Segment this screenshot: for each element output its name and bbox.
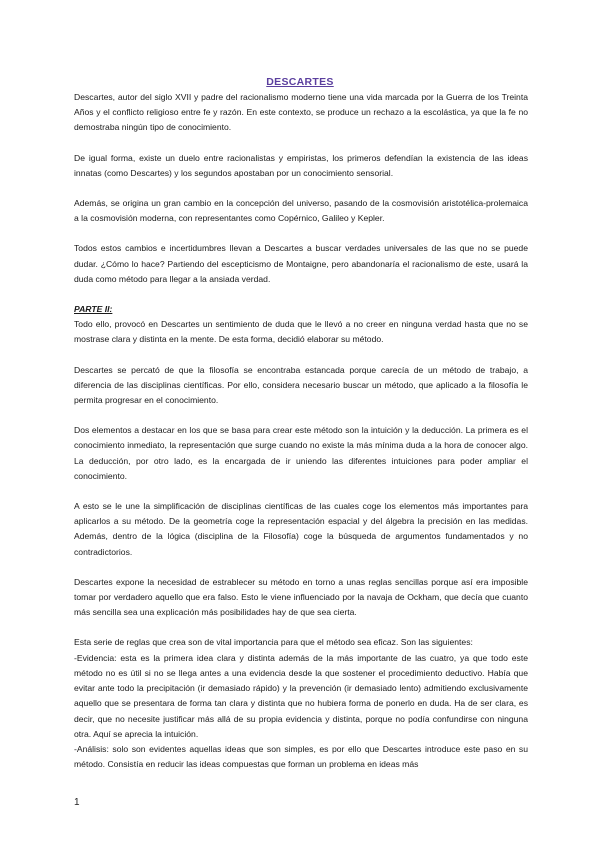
paragraph-1: Descartes, autor del siglo XVII y padre del racionalismo moderno tiene una vida marcada por la Guerra de los Treinta Años y el conflicto religioso entre fe y razón. En este contexto, se produce un rechazo a la escolástica, ya que la fe no demostraba ningún tipo de conocimiento. bbox=[74, 92, 528, 133]
paragraph-7: Dos elementos a destacar en los que se basa para crear este método son la intuición y la deducción. La primera es el conocimiento inmediato, la representación que surge cuando no existe la más mínima duda a la hora de conocer algo. La deducción, por otro lado, es la encargada de ir uniendo las diferentes intuiciones para poder ampliar el conocimiento. bbox=[74, 425, 528, 481]
paragraph-9: Descartes expone la necesidad de estrablecer su método en torno a unas reglas sencillas porque así era imposible tomar por verdadero aquello que era falso. Esto le viene influenciado por la navaja de Ockham, que decía que cuanto más sencilla sea una explicación más posibilidades hay de que sea cierta. bbox=[74, 576, 528, 618]
paragraph-10: Esta serie de reglas que crea son de vital importancia para que el método sea eficaz. Son las siguientes: bbox=[74, 637, 473, 648]
page-number: 1 bbox=[74, 797, 80, 808]
document-body bbox=[74, 90, 528, 772]
paragraph-3: Además, se origina un gran cambio en la concepción del universo, pasando de la cosmovisión aristotélica-prolemaica a la cosmovisión moderna, con representantes como Copérnico, Galileo y Kepler. bbox=[74, 198, 528, 224]
document-title: DESCARTES bbox=[266, 76, 334, 88]
paragraph-4: Todos estos cambios e incertidumbres llevan a Descartes a buscar verdades universales de las que no se puede dudar. ¿Cómo lo hace? Partiendo del escepticismo de Montaigne, pero abandonaría el racionalismo de este, usará la duda como método para llegar a la ansiada verdad. bbox=[74, 243, 528, 284]
paragraph-evidencia: -Evidencia: esta es la primera idea clara y distinta además de la más importante de las cuatro, ya que todo este método no es útil si no se llega antes a una evidencia desde la que sostener el procedimiento deductivo. Había que evitar ante todo la precipitación (ir demasiado rápido) y la prevención (ir demasiado lento) admitiendo exclusivamente aquello que se presentara de forma tan clara y distinta que no hubiera forma de ponerlo en duda. Ha de ser clara, es decir, que no necesite justificar más allá de su propia evidencia y distinta, porque no podía confundirse con ninguna otra. Aquí se aprecia la intuición. bbox=[74, 652, 528, 739]
paragraph-2: De igual forma, existe un duelo entre racionalistas y empiristas, los primeros defendían la existencia de las ideas innatas (como Descartes) y los segundos apostaban por un conocimiento sensorial. bbox=[74, 152, 528, 178]
section-heading: PARTE II: bbox=[74, 304, 113, 315]
paragraph-6: Descartes se percató de que la filosofía se encontraba estancada porque carecía de un método de trabajo, a diferencia de las disciplinas científicas. Por ello, considera necesario buscar un método, que aplicado a la filosofía le permita progresar en el conocimiento. bbox=[74, 364, 528, 406]
paragraph-5: Todo ello, provocó en Descartes un sentimiento de duda que le llevó a no creer en ninguna verdad hasta que no se mostrase clara y distinta en la mente. De esta forma, decidió elaborar su método. bbox=[74, 319, 528, 345]
paragraph-8: A esto se le une la simplificación de disciplinas científicas de las cuales coge los elementos más importantes para aplicarlos a su método. De la geometría coge la representación espacial y del álgebra la precisión en las medidas. Además, dentro de la lógica (disciplina de la Filosofía) coge la búsqueda de argumentos fundamentados y no contradictorios. bbox=[74, 501, 528, 557]
paragraph-analisis: -Análisis: solo son evidentes aquellas ideas que son simples, es por ello que Descartes introduce este paso en su método. Consistía en reducir las ideas compuestas que forman un problema en ideas más bbox=[74, 743, 528, 770]
